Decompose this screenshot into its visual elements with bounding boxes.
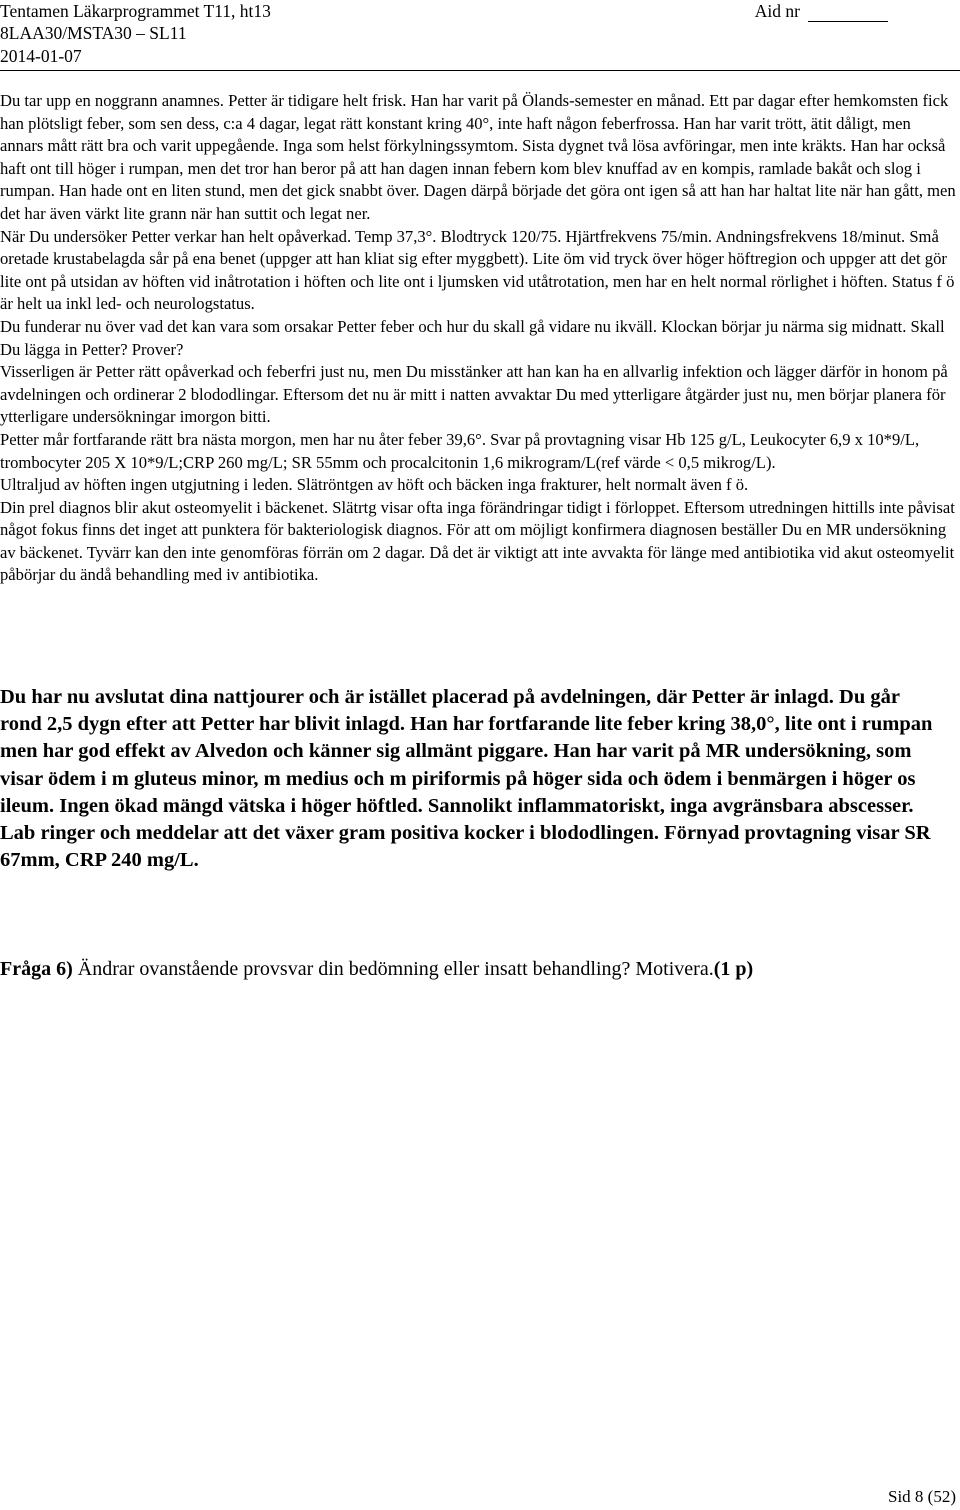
question-label: Fråga 6) (0, 958, 73, 980)
case-text (0, 90, 958, 587)
case-update (0, 684, 940, 874)
course-code: 8LAA30/MSTA30 – SL11 (0, 23, 187, 43)
question-6 (0, 956, 958, 982)
question-points: (1 p) (713, 958, 754, 980)
paragraph-anamnesis: Du tar upp en noggrann anamnes. Petter är tidigare helt frisk. Han har varit på Ölands-semester en månad. Ett par dagar efter hemkomsten fick han plötsligt feber, som sen dess, c:a 4 dagar, legat rätt konstant kring 40°, inte haft någon feberfrossa. Han har varit trött, ätit dåligt, men annars mått rätt bra och varit uppegående. Inga som helst förkylningssymtom. Sista dygnet två lösa avföringar, men inte kräkts. Han har också haft ont till höger i rumpan, men det tror han beror på att han dagen innan febern kom blev knuffad av en kompis, ramlade bakåt och slog i rumpan. Han hade ont en liten stund, men det gick snabbt över. Dagen därpå började det göra ont igen så att han har haltat lite när han gått, men det har även värkt lite grann när han suttit och legat ner. (0, 91, 956, 223)
exam-date: 2014-01-07 (0, 46, 82, 66)
exam-title: Tentamen Läkarprogrammet T11, ht13 (0, 1, 271, 21)
question-text: Ändrar ovanstående provsvar din bedömning eller insatt behandling? Motivera. (72, 958, 714, 980)
aid-blank-line (808, 5, 888, 22)
paragraph-lab-results: Petter mår fortfarande rätt bra nästa morgon, men har nu åter feber 39,6°. Svar på provtagning visar Hb 125 g/L, Leukocyter 6,9 x 10*9/L, trombocyter 205 X 10*9/L;CRP 260 mg/L; SR 55mm och procalcitonin 1,6 mikrogram/L(ref värde < 0,5 mikrog/L). (0, 429, 920, 472)
aid-field (755, 0, 888, 22)
paragraph-examination: När Du undersöker Petter verkar han helt opåverkad. Temp 37,3°. Blodtryck 120/75. Hjärtfrekvens 75/min. Andningsfrekvens 18/minut. Små oretade krustabelagda sår på ena benet (uppger att han kliat sig efter myggbett). Lite öm vid tryck över höger höftregion och uppger att det gör lite ont på utsidan av höften vid inåtrotation i höften och lite ont i ljumsken vid utåtrotation, men har en helt normal rörlighet i höften. Status f ö är helt ua inkl led- och neurologstatus. (0, 226, 955, 314)
paragraph-ward-round: Du har nu avslutat dina nattjourer och är istället placerad på avdelningen, där Petter är inlagd. Du går rond 2,5 dygn efter att Petter har blivit inlagd. Han har fortfarande lite feber kring 38,0°, lite ont i rumpan men har god effekt av Alvedon och känner sig allmänt piggare. Han har varit på MR undersökning, som visar ödem i m gluteus minor, m medius och m piriformis på höger sida och ödem i benmärgen i höger os ileum. Ingen ökad mängd vätska i höger höftled. Sannolikt inflammatoriskt, inga avgränsbara abscesser. Lab ringer och meddelar att det växer gram positiva kocker i blododlingen. Förnyad provtagning visar SR 67mm, CRP 240 mg/L. (0, 686, 933, 872)
paragraph-admission: Visserligen är Petter rätt opåverkad och feberfri just nu, men Du misstänker att han kan ha en allvarlig infektion och lägger därför in honom på avdelningen och ordinerar 2 blododlingar. Eftersom det nu är mitt i natten avvaktar Du med ytterligare åtgärder just nu, men börjar planera för ytterligare undersökningar imorgon bitti. (0, 362, 948, 427)
paragraph-imaging: Ultraljud av höften ingen utgjutning i leden. Slätröntgen av höft och bäcken inga frakturer, helt normalt även f ö. (0, 475, 749, 495)
header-divider (0, 70, 960, 71)
page-header (0, 0, 960, 72)
aid-label: Aid nr (754, 1, 800, 21)
page-number: Sid 8 (52) (888, 1487, 956, 1506)
paragraph-considerations: Du funderar nu över vad det kan vara som orsakar Petter feber och hur du skall gå vidare nu ikväll. Klockan börjar ju närma sig midnatt. Skall Du lägga in Petter? Prover? (0, 316, 945, 359)
paragraph-diagnosis: Din prel diagnos blir akut osteomyelit i bäckenet. Slätrtg visar ofta inga förändringar tidigt i förloppet. Eftersom utredningen hittills inte påvisat något fokus finns det inget att punktera för bakteriologisk diagnos. För att om möjligt konfirmera diagnosen beställer Du en MR undersökning av bäckenet. Tyvärr kan den inte genomföras förrän om 2 dagar. Då det är viktigt att inte avvakta för länge med antibiotika vid akut osteomyelit påbörjar du ändå behandling med iv antibiotika. (0, 497, 955, 585)
